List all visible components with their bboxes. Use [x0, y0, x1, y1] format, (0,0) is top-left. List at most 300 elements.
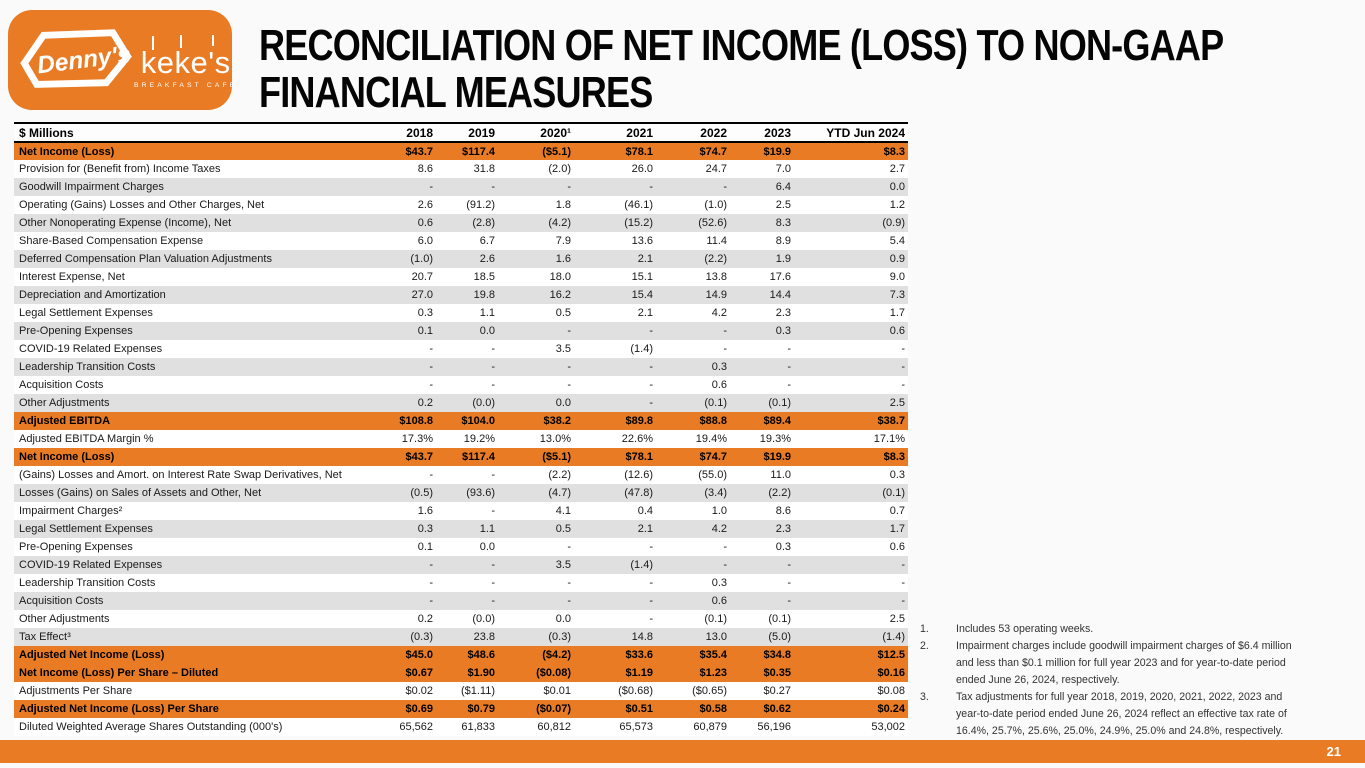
row-label: Legal Settlement Expenses — [19, 523, 153, 535]
cell-2018: (1.0) — [410, 253, 433, 265]
cell-2022: ($0.65) — [692, 685, 727, 697]
cell-2018: 2.6 — [417, 199, 433, 211]
cell-2018: $0.69 — [405, 703, 433, 715]
cell-2023: 2.5 — [775, 199, 791, 211]
cell-2020-: 60,812 — [537, 721, 571, 733]
cell-2023: $0.35 — [763, 667, 791, 679]
cell-2022: 0.3 — [711, 577, 727, 589]
cell-2023: $34.8 — [763, 649, 791, 661]
cell-2023: 17.6 — [769, 271, 791, 283]
table-row — [14, 232, 908, 250]
row-label: COVID-19 Related Expenses — [19, 559, 163, 571]
cell-2018: 17.3% — [401, 433, 433, 445]
cell-ytd-jun-2024: 2.7 — [889, 163, 905, 175]
cell-2022: - — [723, 181, 727, 193]
cell-2019: 19.8 — [473, 289, 495, 301]
cell-2018: $0.02 — [405, 685, 433, 697]
cell-2019: $117.4 — [461, 451, 495, 463]
cell-2022: $74.7 — [699, 145, 727, 158]
row-label: Acquisition Costs — [19, 379, 104, 391]
cell-ytd-jun-2024: (0.9) — [882, 217, 905, 229]
table-row — [14, 556, 908, 574]
cell-2019: 23.8 — [473, 631, 495, 643]
row-label: Operating (Gains) Losses and Other Charges, Net — [19, 199, 265, 211]
cell-2023: - — [787, 361, 791, 373]
cell-2021: 15.1 — [631, 271, 653, 283]
cell-ytd-jun-2024: - — [901, 577, 905, 589]
cell-2018: 0.1 — [417, 541, 433, 553]
table-row — [14, 664, 908, 682]
footer-bar — [0, 740, 1365, 763]
cell-2023: $19.9 — [763, 145, 791, 158]
table-row — [14, 268, 908, 286]
row-label: Interest Expense, Net — [19, 271, 125, 283]
cell-2018: - — [429, 181, 433, 193]
cell-2019: $104.0 — [461, 415, 495, 427]
cell-2020-: - — [567, 595, 571, 607]
row-label: Adjustments Per Share — [19, 685, 133, 697]
cell-2021: - — [649, 613, 653, 625]
cell-2021: 22.6% — [621, 433, 653, 445]
cell-2021: $33.6 — [625, 649, 653, 661]
cell-ytd-jun-2024: - — [901, 379, 905, 391]
cell-2020-: 18.0 — [549, 271, 571, 283]
dennys-logo-text: Denny's — [35, 41, 133, 80]
cell-2020-: (0.3) — [548, 631, 571, 643]
cell-2021: (1.4) — [630, 559, 653, 571]
cell-2019: $48.6 — [467, 649, 495, 661]
cell-2021: 2.1 — [637, 523, 653, 535]
cell-2021: (46.1) — [624, 199, 653, 211]
cell-2023: 19.3% — [759, 433, 791, 445]
cell-2021: $1.19 — [625, 667, 653, 679]
row-label: Impairment Charges² — [19, 505, 123, 517]
cell-2018: 27.0 — [411, 289, 433, 301]
cell-ytd-jun-2024: 0.9 — [889, 253, 905, 265]
cell-2021: - — [649, 379, 653, 391]
cell-2021: - — [649, 541, 653, 553]
cell-2022: 0.3 — [711, 361, 727, 373]
kekes-logo-text: keke's — [140, 45, 231, 80]
cell-2018: 0.6 — [417, 217, 433, 229]
cell-2019: - — [491, 343, 495, 355]
dennys-logo-icon — [16, 20, 134, 100]
cell-2023: (0.1) — [768, 397, 791, 409]
cell-2020-: $38.2 — [543, 415, 571, 427]
cell-ytd-jun-2024: $0.24 — [877, 703, 905, 715]
cell-2019: - — [491, 469, 495, 481]
cell-2018: 0.2 — [417, 613, 433, 625]
table-row — [14, 178, 908, 196]
cell-2020-: ($4.2) — [542, 649, 571, 661]
cell-2022: 19.4% — [695, 433, 727, 445]
cell-ytd-jun-2024: 0.6 — [889, 541, 905, 553]
row-label: Share-Based Compensation Expense — [19, 235, 204, 247]
reconciliation-table — [14, 122, 908, 736]
footnote-text: Tax adjustments for full year 2018, 2019, 2020, 2021, 2022, 2023 and year-to-date period ended June 26, 2024 reflect an effective tax rate of 16.4%, 25.7%, 25.6%, 25.0%, 24.9%, 25.0% and 24.8%, respectively. — [956, 691, 1287, 737]
table-row — [14, 376, 908, 394]
cell-2020-: - — [567, 577, 571, 589]
row-label: Net Income (Loss) — [19, 145, 115, 158]
page-title-line1: RECONCILIATION OF NET INCOME (LOSS) TO NON-GAAP — [259, 21, 1224, 70]
cell-2020-: (2.0) — [548, 163, 571, 175]
cell-2019: - — [491, 361, 495, 373]
cell-2022: 13.8 — [705, 271, 727, 283]
cell-2023: $19.9 — [763, 451, 791, 463]
cell-2019: 0.0 — [479, 325, 495, 337]
cell-2021: 26.0 — [631, 163, 653, 175]
cell-2022: (1.0) — [704, 199, 727, 211]
cell-2018: 0.3 — [417, 307, 433, 319]
cell-2021: - — [649, 397, 653, 409]
row-label: Adjusted Net Income (Loss) Per Share — [19, 703, 219, 715]
cell-2021: 14.8 — [631, 631, 653, 643]
cell-2023: $0.27 — [763, 685, 791, 697]
cell-2018: - — [429, 559, 433, 571]
cell-2018: 0.3 — [417, 523, 433, 535]
table-row — [14, 718, 908, 736]
cell-2021: - — [649, 181, 653, 193]
cell-2019: 0.0 — [479, 541, 495, 553]
table-row — [14, 304, 908, 322]
cell-2022: $35.4 — [699, 649, 727, 661]
table-row — [14, 484, 908, 502]
cell-2018: 65,562 — [399, 721, 433, 733]
row-label: Tax Effect³ — [19, 631, 71, 643]
column-header-2018: 2018 — [364, 123, 436, 142]
row-label: Goodwill Impairment Charges — [19, 181, 164, 193]
footnote-item — [920, 621, 1298, 638]
cell-2018: $43.7 — [405, 451, 433, 463]
footnote-item — [920, 638, 1298, 689]
cell-2019: 6.7 — [479, 235, 495, 247]
table-row — [14, 412, 908, 430]
cell-ytd-jun-2024: $8.3 — [883, 145, 905, 158]
cell-2018: $43.7 — [405, 145, 433, 158]
cell-2023: - — [787, 595, 791, 607]
cell-2021: $0.51 — [625, 703, 653, 715]
cell-2022: 0.6 — [711, 379, 727, 391]
table-row — [14, 286, 908, 304]
table-row — [14, 340, 908, 358]
cell-2018: (0.3) — [410, 631, 433, 643]
table-row — [14, 592, 908, 610]
cell-2019: (91.2) — [466, 199, 495, 211]
cell-2019: - — [491, 559, 495, 571]
row-label: Deferred Compensation Plan Valuation Adjustments — [19, 253, 272, 265]
column-header-2023: 2023 — [730, 123, 794, 142]
table-row — [14, 610, 908, 628]
cell-2021: ($0.68) — [618, 685, 653, 697]
row-label: COVID-19 Related Expenses — [19, 343, 163, 355]
cell-2023: - — [787, 577, 791, 589]
cell-2019: 2.6 — [479, 253, 495, 265]
row-label: Diluted Weighted Average Shares Outstanding (000's) — [19, 721, 283, 733]
table-header-row — [14, 123, 908, 142]
table-row — [14, 160, 908, 178]
cell-2020-: - — [567, 541, 571, 553]
cell-2018: - — [429, 361, 433, 373]
table-row — [14, 196, 908, 214]
cell-2022: (52.6) — [698, 217, 727, 229]
cell-2020-: ($5.1) — [542, 451, 571, 463]
cell-2023: 2.3 — [775, 307, 791, 319]
table-row — [14, 142, 908, 160]
cell-ytd-jun-2024: 9.0 — [889, 271, 905, 283]
column-header-2019: 2019 — [436, 123, 498, 142]
table-row — [14, 448, 908, 466]
cell-2022: 4.2 — [711, 307, 727, 319]
cell-2023: 56,196 — [757, 721, 791, 733]
cell-2021: 2.1 — [637, 307, 653, 319]
row-label: Leadership Transition Costs — [19, 361, 156, 373]
cell-2020-: (2.2) — [548, 469, 571, 481]
cell-2021: (12.6) — [624, 469, 653, 481]
cell-2020-: 3.5 — [555, 343, 571, 355]
cell-2018: $0.67 — [405, 667, 433, 679]
cell-ytd-jun-2024: 1.2 — [889, 199, 905, 211]
cell-2020-: 0.5 — [555, 307, 571, 319]
cell-ytd-jun-2024: 1.7 — [889, 523, 905, 535]
cell-2020-: 0.0 — [555, 397, 571, 409]
cell-2023: $89.4 — [763, 415, 791, 427]
cell-2019: $0.79 — [467, 703, 495, 715]
cell-2022: (3.4) — [704, 487, 727, 499]
cell-2023: 11.0 — [770, 469, 791, 481]
cell-2023: - — [787, 559, 791, 571]
cell-2021: 65,573 — [619, 721, 653, 733]
cell-2019: 18.5 — [473, 271, 495, 283]
cell-2021: (1.4) — [630, 343, 653, 355]
cell-ytd-jun-2024: 2.5 — [889, 397, 905, 409]
table-row — [14, 466, 908, 484]
cell-2020-: - — [567, 181, 571, 193]
row-label: Pre-Opening Expenses — [19, 541, 133, 553]
row-label: Other Nonoperating Expense (Income), Net — [19, 217, 232, 229]
cell-2018: - — [429, 577, 433, 589]
cell-2020-: 16.2 — [549, 289, 571, 301]
cell-2020-: $0.01 — [543, 685, 571, 697]
column-header-ytd-jun-2024: YTD Jun 2024 — [794, 123, 908, 142]
page-number: 21 — [1326, 744, 1341, 759]
cell-2020-: 4.1 — [555, 505, 571, 517]
cell-2019: ($1.11) — [460, 685, 495, 697]
table-row — [14, 538, 908, 556]
cell-2018: $108.8 — [399, 415, 433, 427]
kekes-logo-subtitle: BREAKFAST CAFE — [134, 82, 238, 89]
cell-2022: $88.8 — [699, 415, 727, 427]
row-label: Leadership Transition Costs — [19, 577, 156, 589]
row-label: (Gains) Losses and Amort. on Interest Rate Swap Derivatives, Net — [19, 469, 342, 481]
cell-2022: - — [723, 541, 727, 553]
page-title — [259, 21, 1224, 117]
row-label: Provision for (Benefit from) Income Taxes — [19, 163, 221, 175]
footnote-number: 3. — [920, 691, 929, 703]
cell-2022: 4.2 — [711, 523, 727, 535]
footnote-number: 2. — [920, 640, 929, 652]
cell-2020-: 1.8 — [555, 199, 571, 211]
row-label: Losses (Gains) on Sales of Assets and Other, Net — [19, 487, 262, 499]
table-row — [14, 502, 908, 520]
cell-2021: - — [649, 577, 653, 589]
brand-logo-block — [8, 10, 238, 110]
cell-2021: - — [649, 595, 653, 607]
cell-2018: - — [429, 379, 433, 391]
cell-2020-: (4.2) — [548, 217, 571, 229]
cell-2019: $1.90 — [467, 667, 495, 679]
cell-ytd-jun-2024: - — [901, 595, 905, 607]
cell-2018: - — [429, 469, 433, 481]
footnote-item — [920, 689, 1298, 740]
cell-2022: (55.0) — [698, 469, 727, 481]
cell-2022: 14.9 — [705, 289, 727, 301]
cell-2022: 60,879 — [693, 721, 727, 733]
cell-2020-: - — [567, 361, 571, 373]
cell-2023: 0.3 — [775, 325, 791, 337]
cell-2023: 6.4 — [775, 181, 791, 193]
row-label: Acquisition Costs — [19, 595, 104, 607]
cell-ytd-jun-2024: - — [901, 343, 905, 355]
cell-2020-: - — [567, 379, 571, 391]
table-row — [14, 250, 908, 268]
cell-2018: 20.7 — [411, 271, 433, 283]
cell-2019: $117.4 — [461, 145, 495, 158]
cell-2019: - — [491, 181, 495, 193]
cell-2020-: 0.0 — [555, 613, 571, 625]
cell-2022: - — [723, 559, 727, 571]
cell-2018: 6.0 — [417, 235, 433, 247]
cell-2021: $78.1 — [625, 145, 653, 158]
cell-ytd-jun-2024: $0.16 — [877, 667, 905, 679]
cell-2019: 19.2% — [463, 433, 495, 445]
row-label: Depreciation and Amortization — [19, 289, 166, 301]
cell-2020-: 3.5 — [555, 559, 571, 571]
table-row — [14, 430, 908, 448]
cell-2018: 8.6 — [417, 163, 433, 175]
cell-2022: (0.1) — [704, 613, 727, 625]
column-header-unit: $ Millions — [14, 123, 364, 142]
cell-ytd-jun-2024: (1.4) — [882, 631, 905, 643]
cell-2022: 11.4 — [706, 235, 727, 247]
cell-2021: 15.4 — [631, 289, 653, 301]
cell-ytd-jun-2024: 17.1% — [873, 433, 905, 445]
cell-ytd-jun-2024: - — [901, 361, 905, 373]
cell-2022: - — [723, 343, 727, 355]
cell-ytd-jun-2024: (0.1) — [882, 487, 905, 499]
table-row — [14, 682, 908, 700]
cell-2023: (0.1) — [768, 613, 791, 625]
cell-2023: 7.0 — [775, 163, 791, 175]
cell-2022: $1.23 — [699, 667, 727, 679]
cell-2021: $78.1 — [625, 451, 653, 463]
cell-ytd-jun-2024: $0.08 — [877, 685, 905, 697]
cell-ytd-jun-2024: 5.4 — [889, 235, 905, 247]
cell-2019: - — [491, 595, 495, 607]
table-row — [14, 574, 908, 592]
table-row — [14, 628, 908, 646]
cell-2023: 14.4 — [769, 289, 791, 301]
row-label: Adjusted EBITDA — [19, 415, 111, 427]
cell-2019: 31.8 — [473, 163, 495, 175]
cell-2023: 0.3 — [775, 541, 791, 553]
cell-2021: (15.2) — [624, 217, 653, 229]
cell-2023: (5.0) — [768, 631, 791, 643]
cell-2023: 2.3 — [775, 523, 791, 535]
cell-ytd-jun-2024: $12.5 — [877, 649, 905, 661]
cell-ytd-jun-2024: 0.3 — [889, 469, 905, 481]
cell-2018: - — [429, 595, 433, 607]
cell-2021: 2.1 — [637, 253, 653, 265]
cell-2019: - — [491, 379, 495, 391]
cell-2020-: (4.7) — [548, 487, 571, 499]
column-header-2021: 2021 — [574, 123, 656, 142]
cell-2018: 1.6 — [417, 505, 433, 517]
cell-2020-: ($5.1) — [542, 145, 571, 158]
row-label: Pre-Opening Expenses — [19, 325, 133, 337]
cell-2022: 24.7 — [705, 163, 727, 175]
cell-2023: (2.2) — [768, 487, 791, 499]
cell-ytd-jun-2024: 0.7 — [889, 505, 905, 517]
cell-2018: $45.0 — [405, 649, 433, 661]
cell-2019: - — [491, 577, 495, 589]
row-label: Adjusted EBITDA Margin % — [19, 433, 154, 445]
cell-ytd-jun-2024: 2.5 — [889, 613, 905, 625]
kekes-logo — [134, 35, 237, 89]
footnote-text: Includes 53 operating weeks. — [956, 623, 1094, 635]
cell-2023: - — [787, 343, 791, 355]
cell-2019: (0.0) — [472, 397, 495, 409]
cell-2023: 8.3 — [775, 217, 791, 229]
cell-ytd-jun-2024: 1.7 — [889, 307, 905, 319]
row-label: Net Income (Loss) — [19, 451, 115, 463]
cell-2021: - — [649, 325, 653, 337]
table-row — [14, 520, 908, 538]
row-label: Legal Settlement Expenses — [19, 307, 153, 319]
page-title-line2: FINANCIAL MEASURES — [259, 68, 653, 117]
cell-ytd-jun-2024: - — [901, 559, 905, 571]
footnotes — [920, 621, 1298, 740]
footnote-text: Impairment charges include goodwill impairment charges of $6.4 million and less than $0.1 million for full year 2023 and for year-to-date period ended June 26, 2024, respectively. — [956, 640, 1292, 686]
cell-2023: 8.9 — [775, 235, 791, 247]
cell-2019: 1.1 — [479, 523, 495, 535]
cell-2022: 13.0 — [705, 631, 727, 643]
cell-2019: (0.0) — [472, 613, 495, 625]
cell-2020-: 0.5 — [555, 523, 571, 535]
table-row — [14, 358, 908, 376]
cell-ytd-jun-2024: $8.3 — [883, 451, 905, 463]
cell-ytd-jun-2024: 0.0 — [889, 181, 905, 193]
cell-2022: - — [723, 325, 727, 337]
cell-2019: (93.6) — [466, 487, 495, 499]
cell-2021: (47.8) — [624, 487, 653, 499]
cell-2021: - — [649, 361, 653, 373]
cell-2019: (2.8) — [472, 217, 495, 229]
cell-2022: (2.2) — [704, 253, 727, 265]
footnote-number: 1. — [920, 623, 929, 635]
cell-2018: - — [429, 343, 433, 355]
cell-2019: 1.1 — [479, 307, 495, 319]
cell-2020-: - — [567, 325, 571, 337]
table-row — [14, 394, 908, 412]
column-header-2020-: 2020¹ — [498, 123, 574, 142]
cell-ytd-jun-2024: 53,002 — [871, 721, 905, 733]
table-body — [14, 142, 908, 736]
cell-2018: 0.1 — [417, 325, 433, 337]
cell-2022: $74.7 — [699, 451, 727, 463]
cell-2019: 61,833 — [461, 721, 495, 733]
row-label: Adjusted Net Income (Loss) — [19, 649, 165, 661]
cell-2022: 1.0 — [711, 505, 727, 517]
